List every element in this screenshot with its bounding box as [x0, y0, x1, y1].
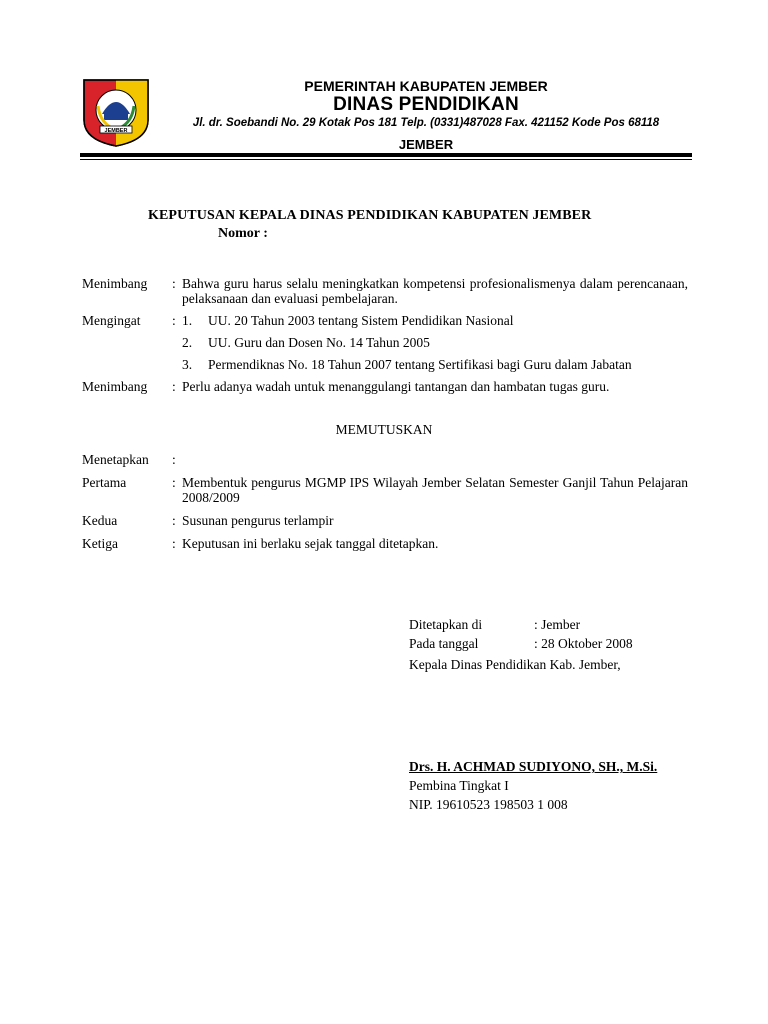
- menimbang-row-2: [82, 379, 688, 394]
- list-text: Permendiknas No. 18 Tahun 2007 tentang Sertifikasi bagi Guru dalam Jabatan: [208, 357, 632, 372]
- row-colon: :: [172, 452, 176, 467]
- row-label: Menimbang: [82, 379, 148, 394]
- date-value: : 28 Oktober 2008: [534, 636, 633, 651]
- list-text: UU. 20 Tahun 2003 tentang Sistem Pendidikan Nasional: [208, 313, 514, 328]
- list-number: 1.: [182, 313, 193, 328]
- list-item: [182, 313, 688, 328]
- decision-row: [82, 513, 688, 528]
- signature-date: [409, 634, 633, 653]
- letterhead-government: PEMERINTAH KABUPATEN JEMBER: [304, 78, 548, 94]
- letterhead-divider-thick: [80, 153, 692, 157]
- list-item: [182, 335, 688, 350]
- row-text: Membentuk pengurus MGMP IPS Wilayah Jember Selatan Semester Ganjil Tahun Pelajaran 2008/2009: [182, 475, 688, 505]
- row-colon: :: [172, 379, 176, 394]
- row-colon: :: [172, 313, 176, 328]
- signing-official-title: Kepala Dinas Pendidikan Kab. Jember,: [409, 657, 621, 672]
- list-item: [182, 357, 688, 372]
- row-label: Menetapkan: [82, 452, 149, 467]
- row-colon: :: [172, 475, 176, 490]
- svg-text:JEMBER: JEMBER: [104, 128, 128, 134]
- row-text: Keputusan ini berlaku sejak tanggal ditetapkan.: [182, 536, 439, 551]
- decisions: [82, 452, 688, 559]
- signature-block: [409, 615, 633, 674]
- row-label: Pertama: [82, 475, 127, 490]
- menimbang-row-1: [82, 276, 688, 306]
- list-text: UU. Guru dan Dosen No. 14 Tahun 2005: [208, 335, 430, 350]
- row-text: Perlu adanya wadah untuk menanggulangi tantangan dan hambatan tugas guru.: [182, 379, 610, 394]
- place-value: : Jember: [534, 617, 581, 632]
- signature-place: [409, 615, 633, 634]
- letterhead-agency: DINAS PENDIDIKAN: [333, 94, 519, 115]
- signer-nip: NIP. 19610523 198503 1 008: [409, 797, 568, 812]
- row-text: [182, 452, 688, 467]
- row-text: Susunan pengurus terlampir: [182, 513, 334, 528]
- letterhead: [162, 77, 690, 154]
- row-label: Kedua: [82, 513, 118, 528]
- row-label: Mengingat: [82, 313, 141, 328]
- signer-block: [409, 757, 657, 814]
- letterhead-city: JEMBER: [398, 137, 454, 152]
- row-label: Menimbang: [82, 276, 148, 291]
- decides-heading: MEMUTUSKAN: [335, 422, 433, 437]
- signer-rank: Pembina Tingkat I: [409, 778, 509, 793]
- mengingat-list: [182, 313, 688, 372]
- decision-row: [82, 452, 688, 467]
- decree-title: KEPUTUSAN KEPALA DINAS PENDIDIKAN KABUPATEN JEMBER: [148, 208, 592, 223]
- row-label: Ketiga: [82, 536, 118, 551]
- decision-row: [82, 536, 688, 551]
- date-label: Pada tanggal: [409, 636, 479, 651]
- mengingat-row: [82, 313, 688, 372]
- row-text: Bahwa guru harus selalu meningkatkan kompetensi profesionalismenya dalam perencanaan, pelaksanaan dan evaluasi pembelajaran.: [182, 276, 688, 306]
- list-number: 3.: [182, 357, 193, 372]
- row-colon: :: [172, 536, 176, 551]
- decree-number: Nomor :: [218, 226, 268, 241]
- jember-logo: [80, 76, 152, 148]
- considerations: [82, 276, 688, 401]
- row-colon: :: [172, 513, 176, 528]
- row-colon: :: [172, 276, 176, 291]
- letterhead-divider-thin: [80, 159, 692, 160]
- letterhead-address: Jl. dr. Soebandi No. 29 Kotak Pos 181 Telp. (0331)487028 Fax. 421152 Kode Pos 68118: [192, 117, 660, 129]
- decision-row: [82, 475, 688, 505]
- list-number: 2.: [182, 335, 193, 350]
- place-label: Ditetapkan di: [409, 617, 483, 632]
- signer-name: Drs. H. ACHMAD SUDIYONO, SH., M.Si.: [409, 759, 658, 774]
